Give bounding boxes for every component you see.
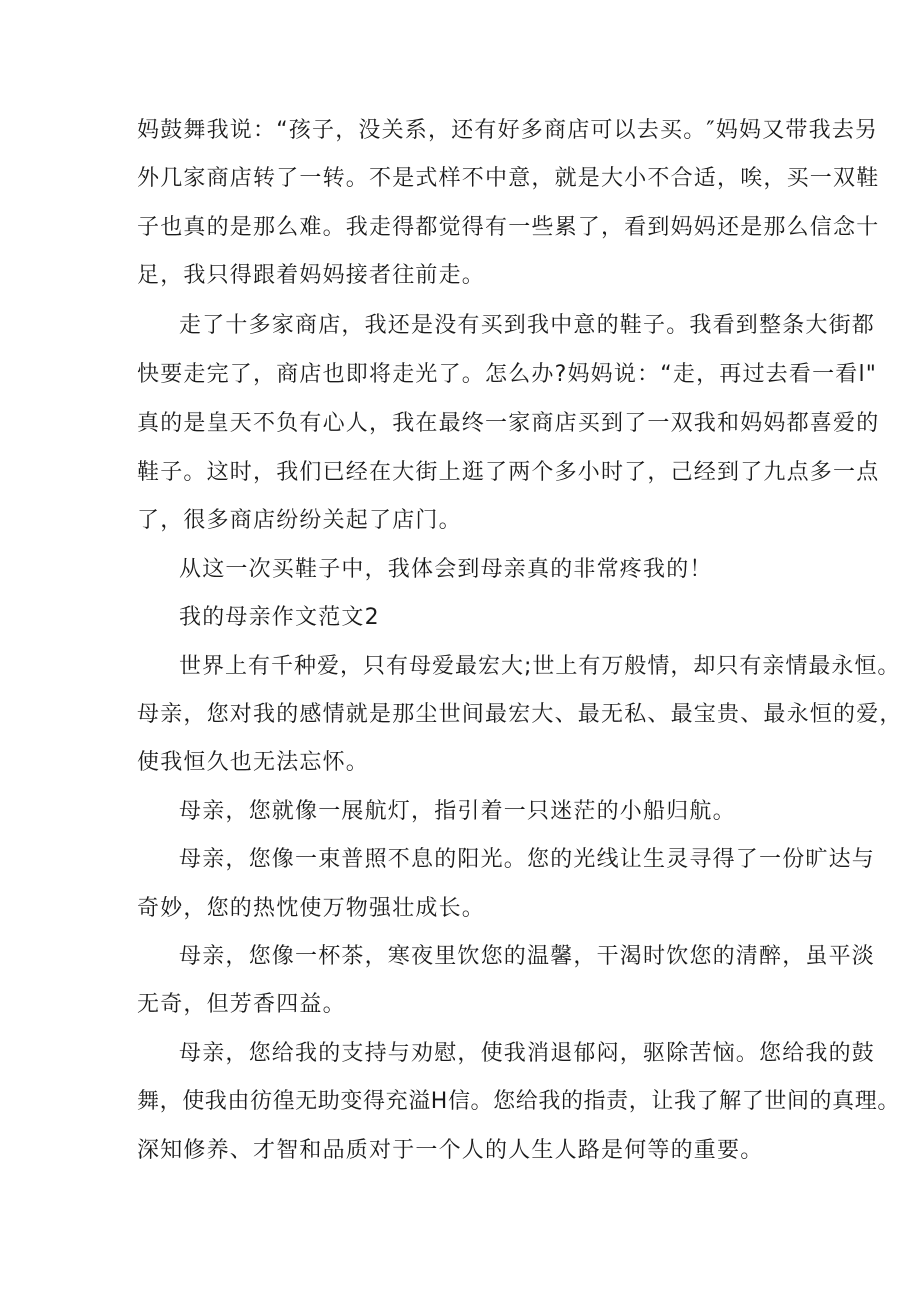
text-line: 深知修养、才智和品质对于一个人的人生人路是何等的重要。 <box>137 1138 764 1163</box>
text-line: 母亲，您像一杯茶，寒夜里饮您的温馨，干渴时饮您的清醉，虽平淡 <box>179 944 876 969</box>
text-line: 鞋子。这时，我们已经在大街上逛了两个多小时了，己经到了九点多一点 <box>137 460 880 485</box>
text-line: 了，很多商店纷纷关起了店门。 <box>137 508 462 533</box>
text-line: 使我恒久也无法忘怀。 <box>137 750 370 775</box>
text-line: 足，我只得跟着妈妈接者往前走。 <box>137 263 486 288</box>
text-line: 母亲，您对我的感情就是那尘世间最宏大、最无私、最宝贵、最永恒的爱， <box>137 702 903 727</box>
text-line: 母亲，您就像一展航灯，指引着一只迷茫的小船归航。 <box>179 799 736 824</box>
text-line: 母亲，您像一束普照不息的阳光。您的光线让生灵寻得了一份旷达与 <box>179 847 876 872</box>
section-heading: 我的母亲作文范文2 <box>179 605 380 630</box>
text-line: 奇妙，您的热忱使万物强壮成长。 <box>137 896 486 921</box>
text-line: 走了十多家商店，我还是没有买到我中意的鞋子。我看到整条大街都 <box>179 313 876 338</box>
text-line: 母亲，您给我的支持与劝慰，使我消退郁闷，驱除苦恼。您给我的鼓 <box>179 1041 876 1066</box>
text-line: 从这一次买鞋子中，我体会到母亲真的非常疼我的！ <box>179 557 713 582</box>
text-line: 真的是皇天不负有心人，我在最终一家商店买到了一双我和妈妈都喜爱的 <box>137 411 880 436</box>
text-line: 世界上有千种爱，只有母爱最宏大;世上有万般情，却只有亲情最永恒。 <box>179 654 901 679</box>
text-line: 子也真的是那么难。我走得都觉得有一些累了，看到妈妈还是那么信念十 <box>137 215 880 240</box>
text-line: 无奇，但芳香四益。 <box>137 992 346 1017</box>
text-line: 快要走完了，商店也即将走光了。怎么办?妈妈说：“走，再过去看一看l" <box>137 362 878 387</box>
text-line: 妈鼓舞我说：“孩子，没关系，还有好多商店可以去买。″妈妈又带我去另 <box>137 118 879 143</box>
text-line: 外几家商店转了一转。不是式样不中意，就是大小不合适，唉，买一双鞋 <box>137 166 880 191</box>
text-line: 舞，使我由彷徨无助变得充溢H信。您给我的指责，让我了解了世间的真理。 <box>137 1089 900 1114</box>
